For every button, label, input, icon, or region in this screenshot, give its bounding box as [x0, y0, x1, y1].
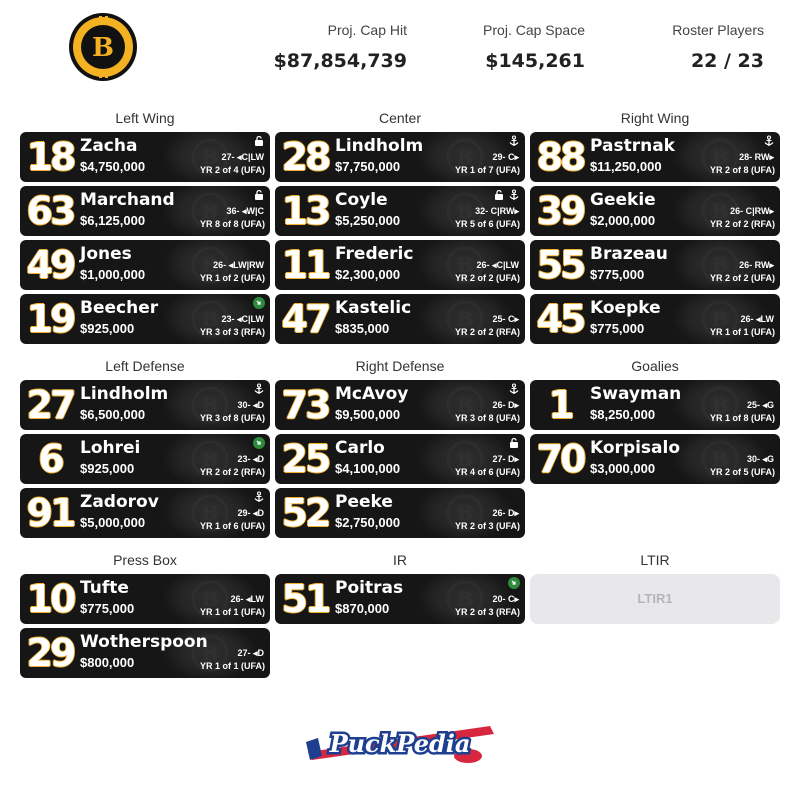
status-icons — [508, 135, 520, 147]
contract-year: YR 2 of 3 (RFA) — [454, 607, 520, 617]
player-name: Pastrnak — [590, 136, 675, 156]
lock-icon — [508, 437, 520, 449]
age-position: 26- RW▸ — [739, 260, 774, 270]
player-salary: $1,000,000 — [80, 267, 146, 282]
contract-year: YR 2 of 5 (UFA) — [709, 467, 775, 477]
svg-text:B: B — [456, 447, 474, 471]
age-position: 27- ◂D — [237, 648, 264, 658]
player-card[interactable] — [275, 488, 525, 538]
lock-icon — [253, 135, 265, 147]
age-position: 25- ◂G — [746, 400, 774, 410]
player-name: Kastelic — [335, 298, 412, 318]
player-card[interactable] — [530, 186, 780, 236]
svg-text:B: B — [456, 587, 474, 611]
player-name: Poitras — [335, 578, 404, 598]
status-icons — [253, 297, 265, 309]
player-card[interactable] — [20, 294, 270, 344]
player-name: Korpisalo — [590, 438, 681, 458]
age-position: 29- ◂D — [237, 508, 264, 518]
status-icons — [253, 437, 265, 449]
player-name: Geekie — [590, 190, 656, 210]
svg-text:B: B — [711, 199, 729, 223]
section-title-right-defense: Right Defense — [355, 358, 445, 374]
waiver-icon — [253, 297, 265, 309]
svg-text:B: B — [201, 199, 219, 223]
jersey-number: 1 — [548, 383, 572, 427]
player-salary: $6,125,000 — [80, 213, 146, 228]
jersey-number: 91 — [26, 491, 74, 535]
player-salary: $5,250,000 — [335, 213, 401, 228]
section-title-ir: IR — [393, 552, 407, 568]
status-icons — [253, 491, 265, 503]
section-title-left-wing: Left Wing — [115, 110, 175, 126]
waiver-icon — [508, 577, 520, 589]
player-card[interactable] — [530, 240, 780, 290]
player-name: Lindholm — [335, 136, 424, 156]
age-position: 26- ◂LW — [230, 594, 264, 604]
contract-year: YR 1 of 1 (UFA) — [199, 607, 265, 617]
jersey-number: 88 — [536, 135, 584, 179]
age-position: 26- ◂LW|RW — [213, 260, 264, 270]
player-salary: $7,750,000 — [335, 159, 401, 174]
player-name: Swayman — [590, 384, 682, 404]
svg-text:B: B — [711, 307, 729, 331]
svg-text:B: B — [456, 145, 474, 169]
player-salary: $775,000 — [590, 321, 645, 336]
roster-players-label: Roster Players — [672, 22, 764, 38]
jersey-number: 39 — [536, 189, 584, 233]
jersey-number: 73 — [281, 383, 329, 427]
player-salary: $800,000 — [80, 655, 135, 670]
svg-text:B: B — [456, 501, 474, 525]
section-title-goalies: Goalies — [631, 358, 679, 374]
player-card[interactable] — [530, 294, 780, 344]
age-position: 23- ◂C|LW — [221, 314, 264, 324]
jersey-number: 18 — [26, 135, 74, 179]
player-name: Wotherspoon — [80, 632, 208, 652]
status-icons — [253, 135, 265, 147]
player-salary: $11,250,000 — [590, 159, 662, 174]
player-card[interactable] — [530, 380, 780, 430]
age-position: 26- C|RW▸ — [730, 206, 774, 216]
contract-year: YR 2 of 2 (RFA) — [454, 327, 520, 337]
jersey-number: 49 — [26, 243, 74, 287]
player-salary: $2,300,000 — [335, 267, 401, 282]
player-card[interactable] — [20, 628, 270, 678]
age-position: 30- ◂G — [746, 454, 774, 464]
contract-year: YR 2 of 3 (UFA) — [454, 521, 520, 531]
age-position: 20- C▸ — [492, 594, 519, 604]
jersey-number: 10 — [26, 577, 74, 621]
jersey-number: 6 — [38, 437, 62, 481]
svg-text:B: B — [92, 33, 114, 63]
player-card[interactable] — [20, 240, 270, 290]
player-card[interactable] — [20, 574, 270, 624]
puckpedia-logo — [300, 712, 500, 774]
svg-text:B: B — [711, 253, 729, 277]
contract-year: YR 4 of 6 (UFA) — [454, 467, 520, 477]
section-title-center: Center — [378, 110, 422, 126]
player-name: Marchand — [80, 190, 175, 210]
player-name: Coyle — [335, 190, 388, 210]
svg-text:B: B — [456, 253, 474, 277]
jersey-number: 29 — [26, 631, 74, 675]
player-card[interactable] — [20, 488, 270, 538]
cap-space-value: $145,261 — [485, 50, 585, 72]
player-name: Brazeau — [590, 244, 668, 264]
contract-year: YR 2 of 2 (RFA) — [199, 467, 265, 477]
svg-text:B: B — [201, 587, 219, 611]
jersey-number: 27 — [26, 383, 74, 427]
player-name: Lindholm — [80, 384, 169, 404]
player-salary: $3,000,000 — [590, 461, 656, 476]
player-card[interactable] — [530, 132, 780, 182]
section-title-left-defense: Left Defense — [105, 358, 185, 374]
age-position: 29- C▸ — [492, 152, 519, 162]
anchor-icon — [253, 383, 265, 395]
player-salary: $2,000,000 — [590, 213, 656, 228]
age-position: 26- D▸ — [492, 508, 519, 518]
contract-year: YR 1 of 2 (UFA) — [199, 273, 265, 283]
status-icons — [493, 189, 520, 201]
age-position: 26- ◂C|LW — [476, 260, 519, 270]
contract-year: YR 2 of 2 (RFA) — [709, 219, 775, 229]
age-position: 25- C▸ — [492, 314, 519, 324]
age-position: 27- ◂C|LW — [221, 152, 264, 162]
svg-text:B: B — [456, 393, 474, 417]
status-icons — [253, 189, 265, 201]
player-salary: $4,100,000 — [335, 461, 401, 476]
player-name: Jones — [80, 244, 132, 264]
svg-text:B: B — [201, 307, 219, 331]
status-icons — [508, 383, 520, 395]
player-card[interactable] — [275, 380, 525, 430]
player-name: Zadorov — [80, 492, 159, 512]
ltir-empty-slot[interactable]: LTIR1 — [530, 574, 780, 624]
player-name: Zacha — [80, 136, 138, 156]
svg-text:B: B — [201, 447, 219, 471]
svg-text:B: B — [201, 253, 219, 277]
cap-space-label: Proj. Cap Space — [483, 22, 585, 38]
player-card[interactable] — [275, 186, 525, 236]
anchor-icon — [508, 135, 520, 147]
svg-text:B: B — [201, 501, 219, 525]
jersey-number: 70 — [536, 437, 584, 481]
section-title-press-box: Press Box — [113, 552, 177, 568]
player-salary: $870,000 — [335, 601, 390, 616]
player-salary: $6,500,000 — [80, 407, 146, 422]
player-salary: $2,750,000 — [335, 515, 401, 530]
anchor-icon — [508, 189, 520, 201]
svg-text:PuckPedia: PuckPedia — [329, 729, 471, 758]
status-icons — [508, 437, 520, 449]
status-icons — [253, 383, 265, 395]
contract-year: YR 2 of 4 (UFA) — [199, 165, 265, 175]
player-name: Tufte — [80, 578, 129, 598]
player-card[interactable] — [275, 434, 525, 484]
contract-year: YR 1 of 1 (UFA) — [709, 327, 775, 337]
player-card[interactable] — [275, 132, 525, 182]
svg-text:B: B — [456, 307, 474, 331]
contract-year: YR 1 of 1 (UFA) — [199, 661, 265, 671]
status-icons — [763, 135, 775, 147]
contract-year: YR 5 of 6 (UFA) — [454, 219, 520, 229]
contract-year: YR 2 of 8 (UFA) — [709, 165, 775, 175]
svg-text:B: B — [201, 393, 219, 417]
svg-text:B: B — [711, 393, 729, 417]
cap-space-stat — [483, 22, 585, 72]
player-card[interactable] — [20, 132, 270, 182]
jersey-number: 13 — [281, 189, 329, 233]
age-position: 23- ◂D — [237, 454, 264, 464]
player-name: Beecher — [80, 298, 159, 318]
jersey-number: 55 — [536, 243, 584, 287]
contract-year: YR 1 of 7 (UFA) — [454, 165, 520, 175]
player-card[interactable] — [275, 294, 525, 344]
waiver-icon — [253, 437, 265, 449]
jersey-number: 52 — [281, 491, 329, 535]
section-title-right-wing: Right Wing — [620, 110, 690, 126]
jersey-number: 51 — [281, 577, 329, 621]
age-position: 32- C|RW▸ — [475, 206, 519, 216]
svg-text:B: B — [711, 447, 729, 471]
jersey-number: 28 — [281, 135, 329, 179]
status-icons — [508, 577, 520, 589]
player-salary: $8,250,000 — [590, 407, 656, 422]
jersey-number: 47 — [281, 297, 329, 341]
player-salary: $775,000 — [80, 601, 135, 616]
contract-year: YR 2 of 2 (UFA) — [709, 273, 775, 283]
roster-players-stat — [672, 22, 764, 72]
contract-year: YR 2 of 2 (UFA) — [454, 273, 520, 283]
player-salary: $5,000,000 — [80, 515, 146, 530]
age-position: 28- RW▸ — [739, 152, 774, 162]
player-name: McAvoy — [335, 384, 409, 404]
contract-year: YR 3 of 8 (UFA) — [199, 413, 265, 423]
player-card[interactable] — [530, 434, 780, 484]
player-name: Koepke — [590, 298, 661, 318]
svg-text:B: B — [456, 199, 474, 223]
svg-text:B: B — [201, 145, 219, 169]
lock-icon — [493, 189, 505, 201]
player-card[interactable] — [275, 574, 525, 624]
jersey-number: 19 — [26, 297, 74, 341]
jersey-number: 25 — [281, 437, 329, 481]
contract-year: YR 3 of 3 (RFA) — [199, 327, 265, 337]
player-name: Frederic — [335, 244, 414, 264]
lock-icon — [253, 189, 265, 201]
cap-hit-value: $87,854,739 — [273, 50, 407, 72]
age-position: 27- D▸ — [492, 454, 519, 464]
jersey-number: 11 — [281, 243, 329, 287]
section-title-ltir: LTIR — [640, 552, 670, 568]
player-salary: $4,750,000 — [80, 159, 146, 174]
player-salary: $925,000 — [80, 461, 135, 476]
player-card[interactable] — [20, 380, 270, 430]
cap-hit-stat — [274, 22, 407, 72]
contract-year: YR 3 of 8 (UFA) — [454, 413, 520, 423]
player-card[interactable] — [20, 186, 270, 236]
jersey-number: 45 — [536, 297, 584, 341]
age-position: 30- ◂D — [237, 400, 264, 410]
player-card[interactable] — [20, 434, 270, 484]
player-salary: $9,500,000 — [335, 407, 401, 422]
player-card[interactable] — [275, 240, 525, 290]
contract-year: YR 1 of 6 (UFA) — [199, 521, 265, 531]
roster-players-value: 22 / 23 — [690, 50, 764, 72]
anchor-icon — [508, 383, 520, 395]
team-logo — [68, 12, 138, 82]
player-name: Carlo — [335, 438, 385, 458]
age-position: 26- ◂LW — [740, 314, 774, 324]
contract-year: YR 1 of 8 (UFA) — [709, 413, 775, 423]
player-salary: $775,000 — [590, 267, 645, 282]
svg-text:B: B — [201, 641, 219, 665]
player-salary: $925,000 — [80, 321, 135, 336]
age-position: 26- D▸ — [492, 400, 519, 410]
anchor-icon — [253, 491, 265, 503]
svg-text:B: B — [711, 145, 729, 169]
player-salary: $835,000 — [335, 321, 390, 336]
player-name: Lohrei — [80, 438, 141, 458]
age-position: 36- ◂W|C — [226, 206, 264, 216]
player-name: Peeke — [335, 492, 393, 512]
contract-year: YR 8 of 8 (UFA) — [199, 219, 265, 229]
anchor-icon — [763, 135, 775, 147]
cap-hit-label: Proj. Cap Hit — [327, 22, 407, 38]
jersey-number: 63 — [26, 189, 74, 233]
